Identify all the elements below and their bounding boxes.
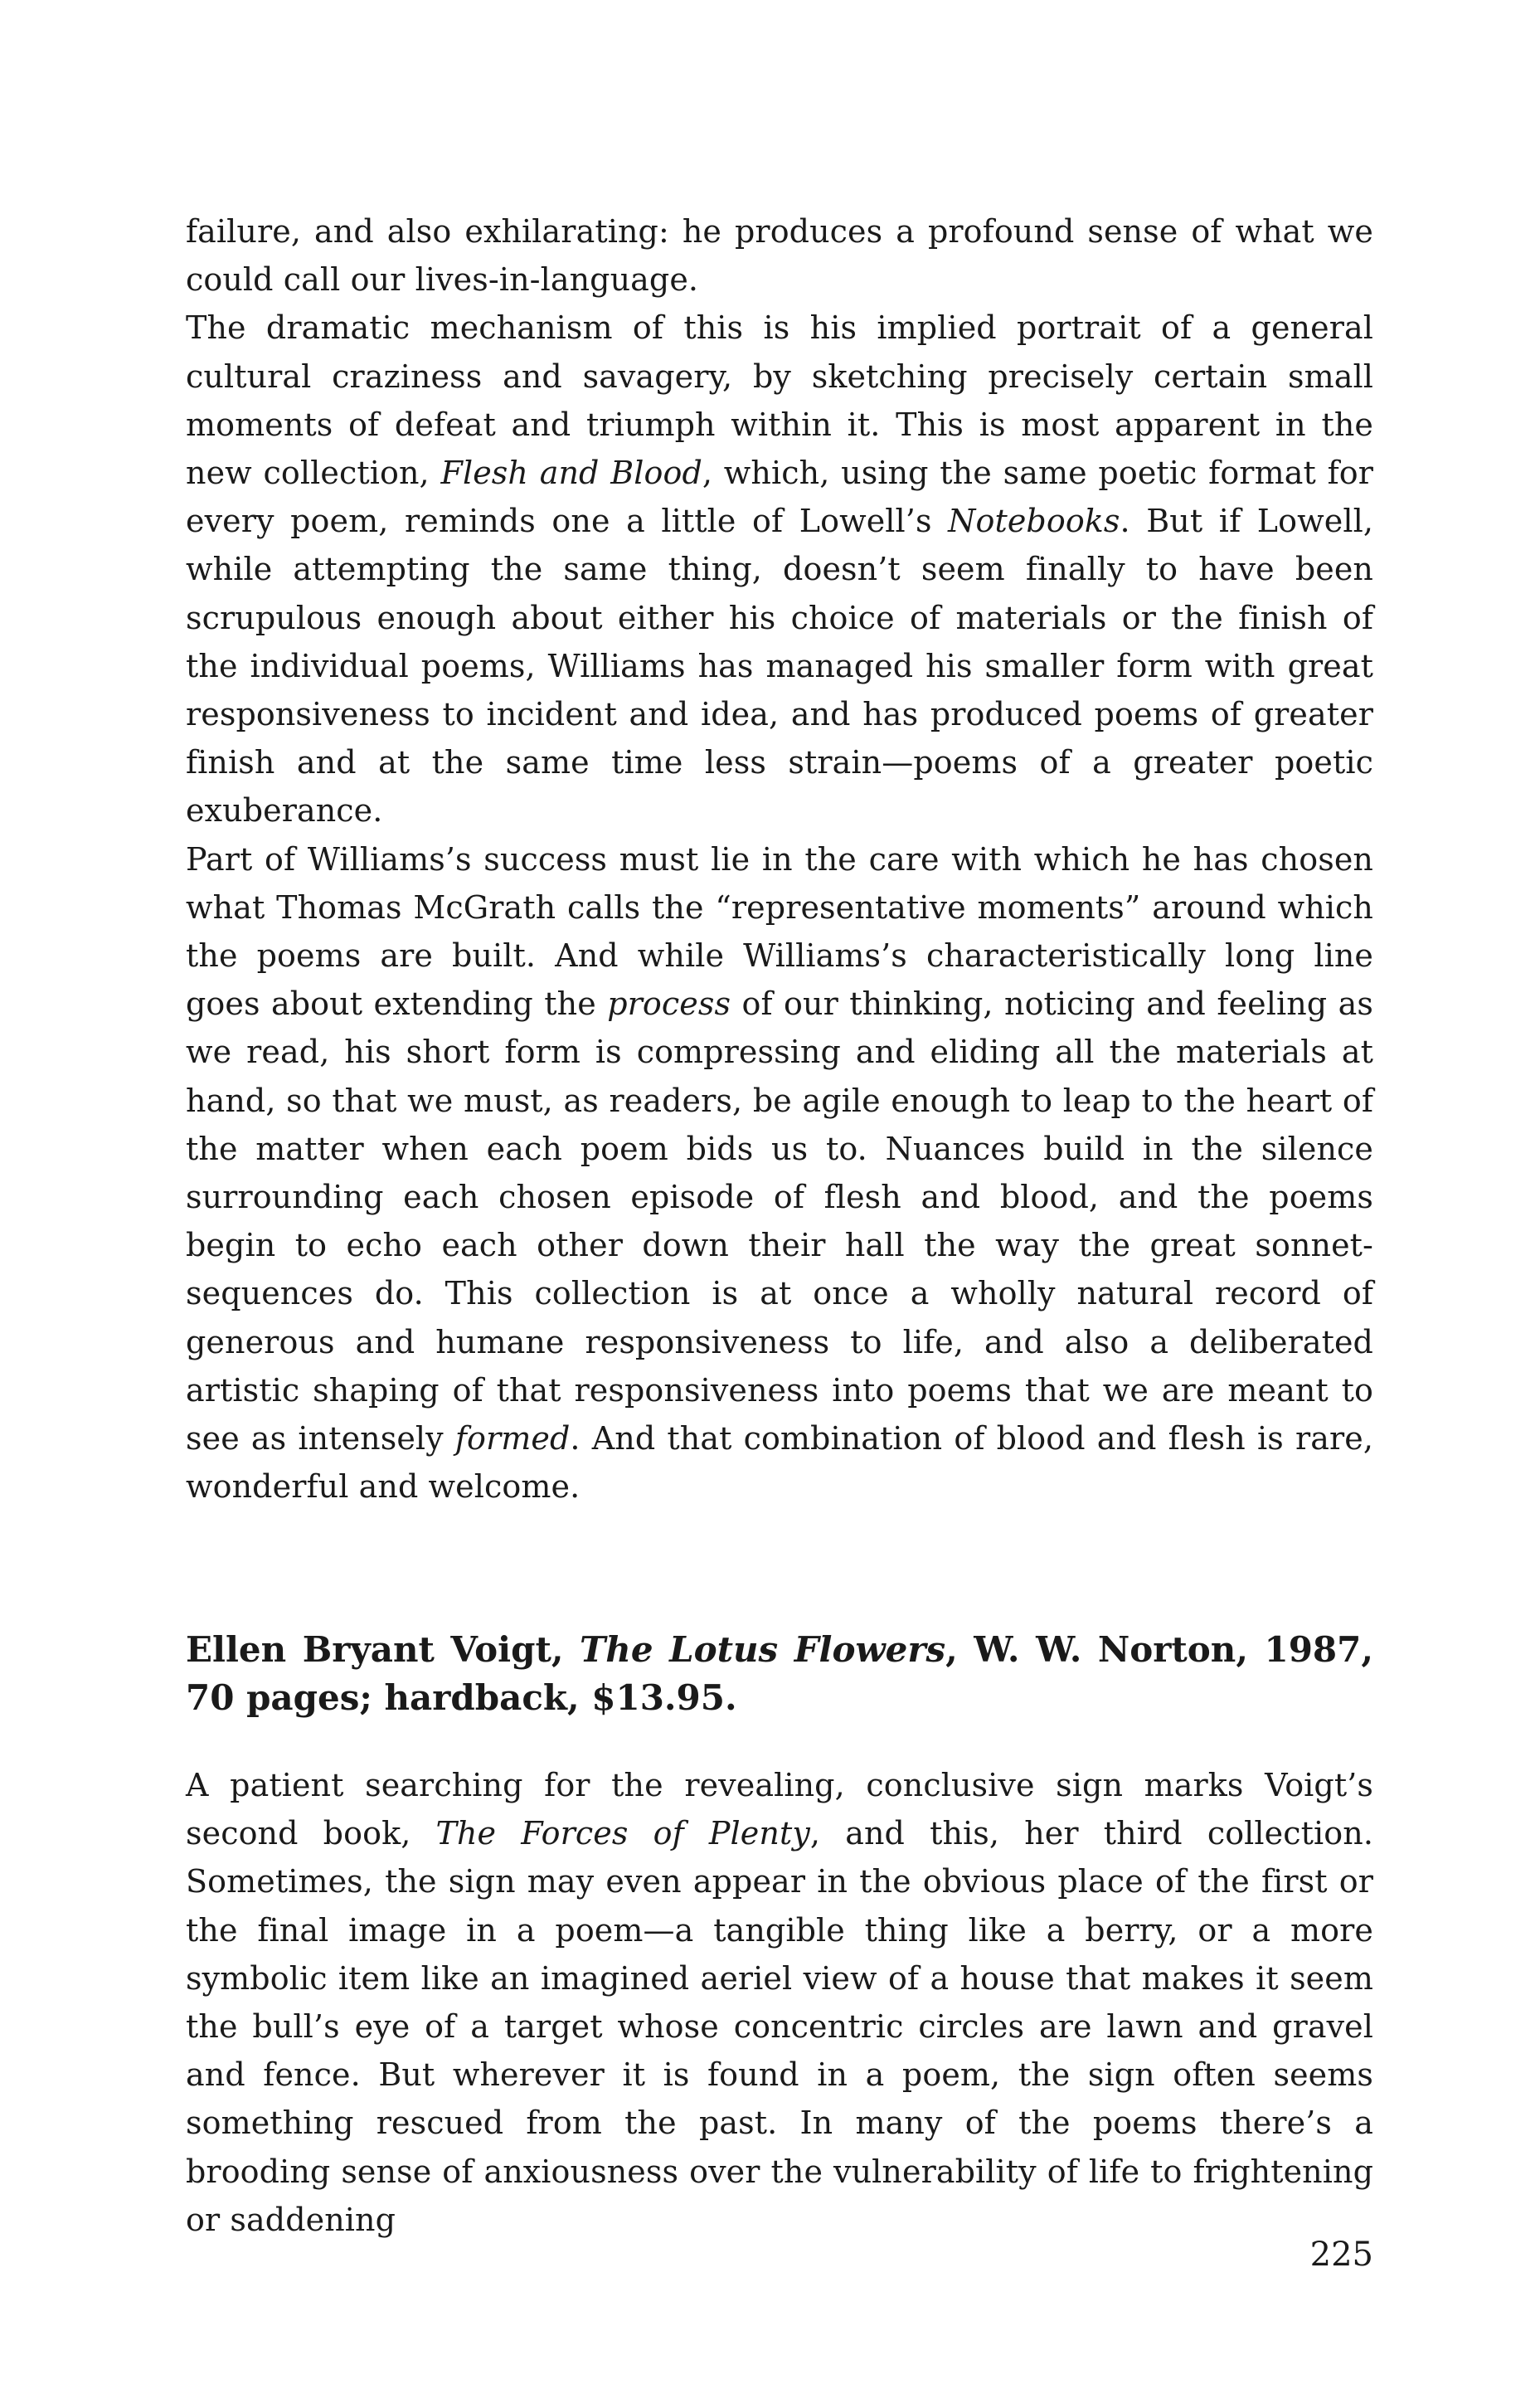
italic-title: The Forces of Plenty — [435, 1815, 810, 1852]
italic-title: formed — [454, 1420, 571, 1457]
paragraph-3: Part of Williams’s success must lie in the care with which he has chosen what Thomas McGrath calls the “representative moments” around which the poems are built. And while Williams’s characteristically long line goes about extending the process of our thinking, noticing and feeling as we read, his short form is compressing and eliding all the materials at hand, so that we must, as readers, be agile enough to leap to the heart of the matter when each poem bids us to. Nuances build in the silence surrounding each chosen episode of flesh and blood, and the poems begin to echo each other down their hall the way the great sonnet-sequences do. This collection is at once a wholly natural record of generous and humane responsiveness to life, and also a deliberated artistic shaping of that responsiveness into poems that we are meant to see as intensely formed. And that combination of blood and flesh is rare, wonderful and welcome. — [186, 840, 1374, 1506]
review-heading: Ellen Bryant Voigt, The Lotus Flowers, W. W. Norton, 1987, 70 pages; hardback, $13.95. — [186, 1629, 1373, 1718]
page-number: 225 — [1309, 2236, 1373, 2274]
paragraph-2: The dramatic mechanism of this is his implied portrait of a general cultural craziness and savagery, by sketching precisely certain small moments of defeat and triumph within it. This is most apparent in the new collection, Flesh and Blood, which, using the same poetic format for every poem, reminds one a little of Lowell’s Notebooks. But if Lowell, while attempting the same thing, doesn’t seem finally to have been scrupulous enough about either his choice of materials or the finish of the individual poems, Williams has managed his smaller form with great responsiveness to incident and idea, and has produced poems of greater finish and at the same time less strain—poems of a greater poetic exuberance. — [186, 309, 1374, 830]
italic-title: process — [607, 985, 731, 1023]
review-continuation — [186, 207, 1373, 1511]
paragraph-1: failure, and also exhilarating: he produces a profound sense of what we could call our lives-in-language. — [186, 213, 1373, 299]
italic-title: Notebooks — [948, 503, 1120, 540]
italic-title: Flesh and Blood — [440, 455, 702, 492]
italic-title: The Lotus Flowers — [580, 1629, 946, 1670]
document-page — [186, 0, 1373, 2399]
paragraph-4: A patient searching for the revealing, conclusive sign marks Voigt’s second book, The Forces of Plenty, and this, her third collection. Sometimes, the sign may even appear in the obvious place of the first or the final image in a poem—a tangible thing like a berry, or a more symbolic item like an imagined aeriel view of a house that makes it seem the bull’s eye of a target whose concentric circles are lawn and gravel and fence. But wherever it is found in a poem, the sign often seems something rescued from the past. In many of the poems there’s a brooding sense of anxiousness over the vulnerability of life to frightening or saddening — [186, 1767, 1374, 2238]
voigt-review — [186, 1761, 1373, 2244]
